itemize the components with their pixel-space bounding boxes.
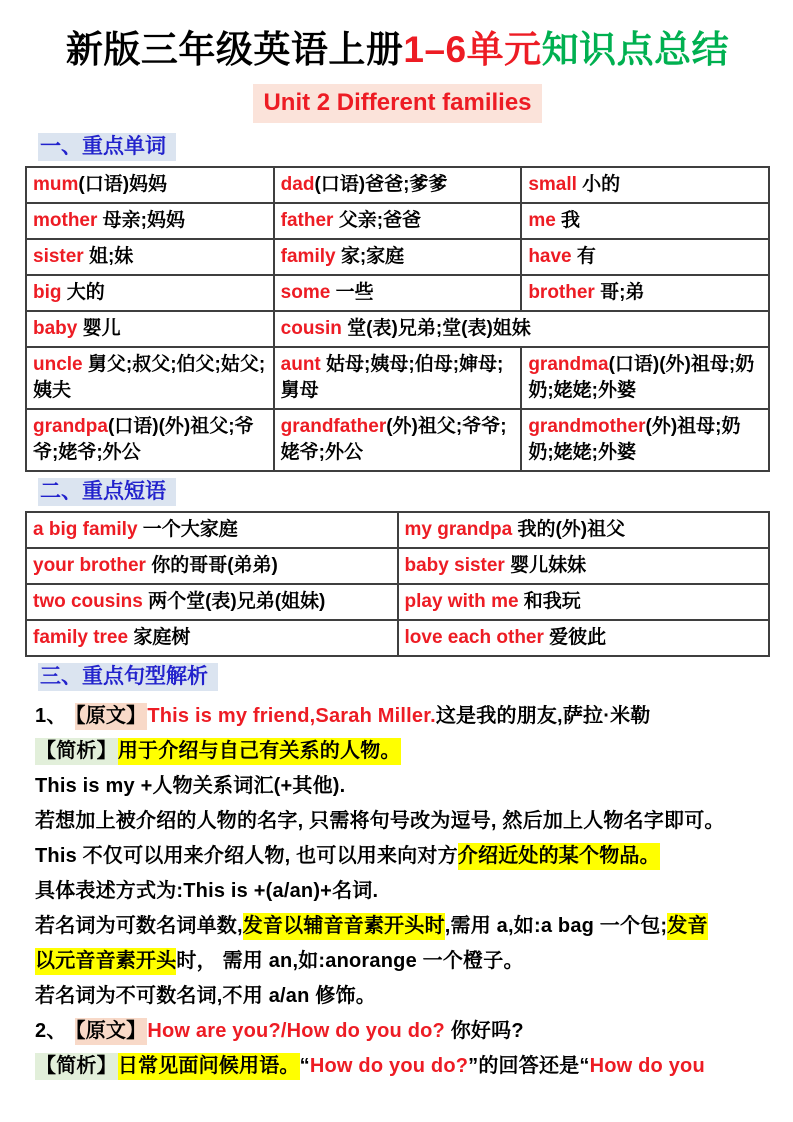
vocab-cell <box>521 239 769 275</box>
chinese-meaning: 小的 <box>576 174 621 196</box>
vocab-cell <box>398 584 770 620</box>
body-text: 具体表述方式为:This is +(a/an)+名词. <box>35 880 379 903</box>
vocab-cell <box>26 167 274 203</box>
analysis-line <box>35 874 770 909</box>
body-text: 若名词为可数名词单数, <box>35 915 243 938</box>
vocab-cell <box>26 548 398 584</box>
item-number: 1、 <box>35 705 67 728</box>
chinese-meaning: 母亲;妈妈 <box>97 210 186 232</box>
english-term: aunt <box>280 354 321 376</box>
vocab-cell <box>26 275 274 311</box>
source-label: 【原文】 <box>75 703 148 730</box>
vocab-cell <box>274 203 522 239</box>
section-heading-words-label: 一、重点单词 <box>38 133 176 161</box>
body-text: This 不仅可以用来介绍人物, 也可以用来向对方 <box>35 845 458 868</box>
key-phrases-table-body <box>26 512 769 656</box>
body-text: This is my +人物关系词汇(+其他). <box>35 775 346 798</box>
body-text: “ <box>299 1055 310 1078</box>
key-phrases-table <box>25 511 770 657</box>
english-term: baby <box>33 318 78 340</box>
vocab-cell <box>26 409 274 471</box>
title-green-part: 知识点总结 <box>541 29 730 70</box>
vocab-cell <box>274 167 522 203</box>
chinese-meaning: (口语)(外)祖父;爷爷;姥爷;外公 <box>33 416 254 464</box>
english-text: How do you do? <box>309 1055 469 1078</box>
table-row <box>26 347 769 409</box>
english-term: play with me <box>404 591 519 613</box>
english-term: dad <box>280 174 315 196</box>
english-term: some <box>280 282 331 304</box>
chinese-meaning: 你的哥哥(弟弟) <box>145 555 278 577</box>
english-term: a big family <box>33 519 138 541</box>
body-text: ,需用 a,如:a bag 一个包; <box>444 915 668 938</box>
english-term: family <box>280 246 336 268</box>
vocab-cell <box>26 311 274 347</box>
chinese-meaning: 堂(表)兄弟;堂(表)姐妹 <box>341 318 531 340</box>
vocab-cell <box>398 512 770 548</box>
analysis-line <box>35 1049 770 1084</box>
chinese-meaning: (口语)(外)祖母;奶奶;姥姥;外婆 <box>528 354 755 402</box>
highlighted-text: 日常见面问候用语。 <box>118 1053 300 1080</box>
chinese-meaning: 婴儿 <box>77 318 121 340</box>
table-row <box>26 167 769 203</box>
chinese-meaning: 我的(外)祖父 <box>512 519 626 541</box>
english-term: cousin <box>280 318 342 340</box>
section-heading-words <box>38 133 770 161</box>
analysis-line <box>35 734 770 769</box>
chinese-meaning: 爱彼此 <box>543 627 607 649</box>
chinese-meaning: (外)祖母;奶奶;姥姥;外婆 <box>528 416 741 464</box>
title-red-part: 1–6单元 <box>403 29 542 70</box>
body-text: 这是我的朋友,萨拉·米勒 <box>435 705 651 728</box>
highlighted-text: 以元音音素开头 <box>35 948 176 975</box>
analysis-line <box>35 839 770 874</box>
chinese-meaning: 姑母;姨母;伯母;婶母;舅母 <box>280 354 504 402</box>
chinese-meaning: 我 <box>555 210 581 232</box>
key-words-table-body <box>26 167 769 471</box>
highlighted-text: 发音以辅音音素开头时 <box>243 913 445 940</box>
chinese-meaning: 姐;妹 <box>83 246 134 268</box>
analysis-line <box>35 804 770 839</box>
vocab-cell <box>521 275 769 311</box>
table-row <box>26 275 769 311</box>
english-term: grandpa <box>33 416 108 438</box>
english-term: father <box>280 210 334 232</box>
english-term: big <box>33 282 62 304</box>
chinese-meaning: 大的 <box>61 282 105 304</box>
section-heading-phrases <box>38 478 770 506</box>
chinese-meaning: 家;家庭 <box>335 246 405 268</box>
english-term: two cousins <box>33 591 143 613</box>
vocab-cell <box>274 239 522 275</box>
chinese-meaning: 和我玩 <box>518 591 581 613</box>
vocab-cell <box>521 347 769 409</box>
english-term: family tree <box>33 627 129 649</box>
sentence-analysis <box>35 699 770 1084</box>
analysis-line <box>35 909 770 944</box>
table-row <box>26 620 769 656</box>
analysis-line <box>35 1014 770 1049</box>
english-text: How are you?/How do you do? <box>147 1020 451 1043</box>
highlighted-text: 用于介绍与自己有关系的人物。 <box>118 738 401 765</box>
vocab-cell <box>274 409 522 471</box>
english-term: baby sister <box>404 555 505 577</box>
analysis-label: 【简析】 <box>35 738 118 765</box>
table-row <box>26 584 769 620</box>
chinese-meaning: (口语)爸爸;爹爹 <box>314 174 448 196</box>
source-label: 【原文】 <box>75 1018 148 1045</box>
body-text: 若名词为不可数名词,不用 a/an 修饰。 <box>35 985 376 1008</box>
section-heading-sentences-label: 三、重点句型解析 <box>38 663 218 691</box>
title-black-part: 新版三年级英语上册 <box>65 29 404 70</box>
analysis-label: 【简析】 <box>35 1053 118 1080</box>
analysis-line <box>35 979 770 1014</box>
unit-subtitle: Unit 2 Different families <box>253 84 541 123</box>
section-heading-sentences <box>38 663 770 691</box>
english-term: mum <box>33 174 79 196</box>
english-term: your brother <box>33 555 146 577</box>
vocab-cell <box>26 512 398 548</box>
english-term: sister <box>33 246 84 268</box>
english-term: brother <box>528 282 595 304</box>
subtitle-row <box>25 84 770 123</box>
body-text: 时， 需用 an,如:anorange 一个橙子。 <box>176 950 524 973</box>
table-row <box>26 548 769 584</box>
vocab-cell <box>398 620 770 656</box>
analysis-line <box>35 944 770 979</box>
english-text: How do you <box>589 1055 705 1078</box>
vocab-cell <box>26 584 398 620</box>
chinese-meaning: 两个堂(表)兄弟(姐妹) <box>142 591 326 613</box>
vocab-cell <box>398 548 770 584</box>
vocab-cell <box>521 203 769 239</box>
vocab-cell <box>26 347 274 409</box>
key-words-table <box>25 166 770 472</box>
chinese-meaning: 舅父;叔父;伯父;姑父;姨夫 <box>33 354 266 402</box>
vocab-cell <box>274 311 769 347</box>
chinese-meaning: 一些 <box>330 282 374 304</box>
highlighted-text: 发音 <box>667 913 707 940</box>
english-term: love each other <box>404 627 544 649</box>
analysis-line <box>35 769 770 804</box>
vocab-cell <box>26 239 274 275</box>
vocab-cell <box>274 275 522 311</box>
english-term: me <box>528 210 556 232</box>
english-term: my grandpa <box>404 519 513 541</box>
english-term: mother <box>33 210 98 232</box>
chinese-meaning: (口语)妈妈 <box>78 174 168 196</box>
chinese-meaning: 哥;弟 <box>594 282 645 304</box>
chinese-meaning: 婴儿妹妹 <box>504 555 587 577</box>
vocab-cell <box>26 620 398 656</box>
table-row <box>26 239 769 275</box>
table-row <box>26 409 769 471</box>
body-text: 你好吗? <box>450 1020 524 1043</box>
section-heading-phrases-label: 二、重点短语 <box>38 478 176 506</box>
vocab-cell <box>274 347 522 409</box>
chinese-meaning: (外)祖父;爷爷;姥爷;外公 <box>280 416 507 464</box>
chinese-meaning: 一个大家庭 <box>137 519 238 541</box>
item-number: 2、 <box>35 1020 67 1043</box>
english-term: grandfather <box>280 416 387 438</box>
chinese-meaning: 父亲;爸爸 <box>333 210 422 232</box>
body-text: 若想加上被介绍的人物的名字, 只需将句号改为逗号, 然后加上人物名字即可。 <box>35 810 725 833</box>
chinese-meaning: 有 <box>571 246 596 268</box>
page-title <box>25 28 770 72</box>
vocab-cell <box>26 203 274 239</box>
english-term: small <box>528 174 577 196</box>
highlighted-text: 介绍近处的某个物品。 <box>458 843 660 870</box>
vocab-cell <box>521 167 769 203</box>
table-row <box>26 512 769 548</box>
body-text: ”的回答还是“ <box>468 1055 590 1078</box>
english-term: uncle <box>33 354 83 376</box>
analysis-line <box>35 699 770 734</box>
english-term: grandmother <box>528 416 646 438</box>
english-text: This is my friend,Sarah Miller. <box>147 705 436 728</box>
vocab-cell <box>521 409 769 471</box>
table-row <box>26 203 769 239</box>
chinese-meaning: 家庭树 <box>128 627 191 649</box>
english-term: grandma <box>528 354 609 376</box>
table-row <box>26 311 769 347</box>
english-term: have <box>528 246 572 268</box>
